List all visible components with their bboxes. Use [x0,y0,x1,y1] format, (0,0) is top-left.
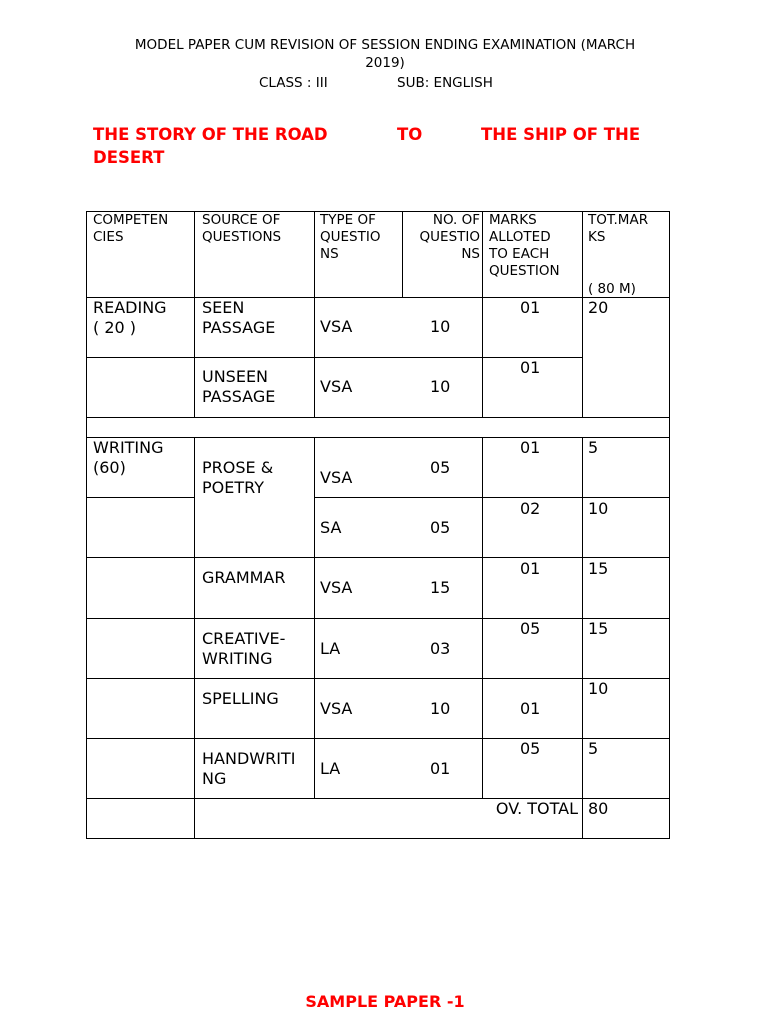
col-header-marks: MARKS ALLOTED TO EACH QUESTION [489,212,560,279]
title-part4: DESERT [93,148,165,167]
competency-reading: READING ( 20 ) [93,298,167,337]
number-prose-sa: 05 [430,518,451,537]
source-unseen-passage: UNSEEN PASSAGE [202,367,276,406]
class-label: CLASS : III [259,75,328,91]
type-prose-vsa: VSA [320,468,353,487]
marks-prose-sa: 02 [520,499,541,518]
marks-grammar: 01 [520,559,541,578]
col-header-total-sub: ( 80 M) [588,281,636,297]
marks-creative-writing: 05 [520,619,541,638]
total-creative-writing: 15 [588,619,609,638]
marks-seen-passage: 01 [520,298,541,317]
total-prose-sa: 10 [588,499,609,518]
marks-handwriting: 05 [520,739,541,758]
header-line1: MODEL PAPER CUM REVISION OF SESSION ENDING EXAMINATION (MARCH [134,37,636,53]
competency-writing: WRITING (60) [93,438,164,477]
number-unseen-passage: 10 [430,377,451,396]
type-handwriting: LA [320,759,341,778]
source-spelling: SPELLING [202,689,279,708]
type-spelling: VSA [320,699,353,718]
number-seen-passage: 10 [430,317,451,336]
number-spelling: 10 [430,699,451,718]
number-grammar: 15 [430,578,451,597]
subject-label: SUB: ENGLISH [397,75,493,91]
type-grammar: VSA [320,578,353,597]
col-header-competencies: COMPETEN CIES [93,212,169,245]
type-unseen-passage: VSA [320,377,353,396]
marks-prose-vsa: 01 [520,438,541,457]
total-spelling: 10 [588,679,609,698]
total-grammar: 15 [588,559,609,578]
source-seen-passage: SEEN PASSAGE [202,298,276,337]
source-creative-writing: CREATIVE- WRITING [202,629,286,668]
total-prose-vsa: 5 [588,438,599,457]
header-line2: 2019) [365,55,405,71]
overall-total-label: OV. TOTAL [495,799,578,818]
overall-total-value: 80 [588,799,609,818]
footer-sample-paper: SAMPLE PAPER -1 [305,992,465,1011]
number-handwriting: 01 [430,759,451,778]
col-header-source: SOURCE OF QUESTIONS [202,212,282,245]
title-part1: THE STORY OF THE ROAD [93,125,328,144]
marks-unseen-passage: 01 [520,358,541,377]
source-grammar: GRAMMAR [202,568,286,587]
reading-total: 20 [588,298,609,317]
title-part3: THE SHIP OF THE [481,125,641,144]
type-seen-passage: VSA [320,317,353,336]
type-prose-sa: SA [320,518,342,537]
title-part2: TO [397,125,423,144]
marks-spelling: 01 [520,699,541,718]
col-header-type: TYPE OF QUESTIO NS [320,212,381,262]
total-handwriting: 5 [588,739,599,758]
col-header-number: NO. OF QUESTIO NS [419,212,480,262]
source-prose-poetry: PROSE & POETRY [202,458,274,497]
number-creative-writing: 03 [430,639,451,658]
number-prose-vsa: 05 [430,458,451,477]
source-handwriting: HANDWRITI NG [202,749,296,788]
type-creative-writing: LA [320,639,341,658]
col-header-total: TOT.MAR KS [588,212,649,245]
